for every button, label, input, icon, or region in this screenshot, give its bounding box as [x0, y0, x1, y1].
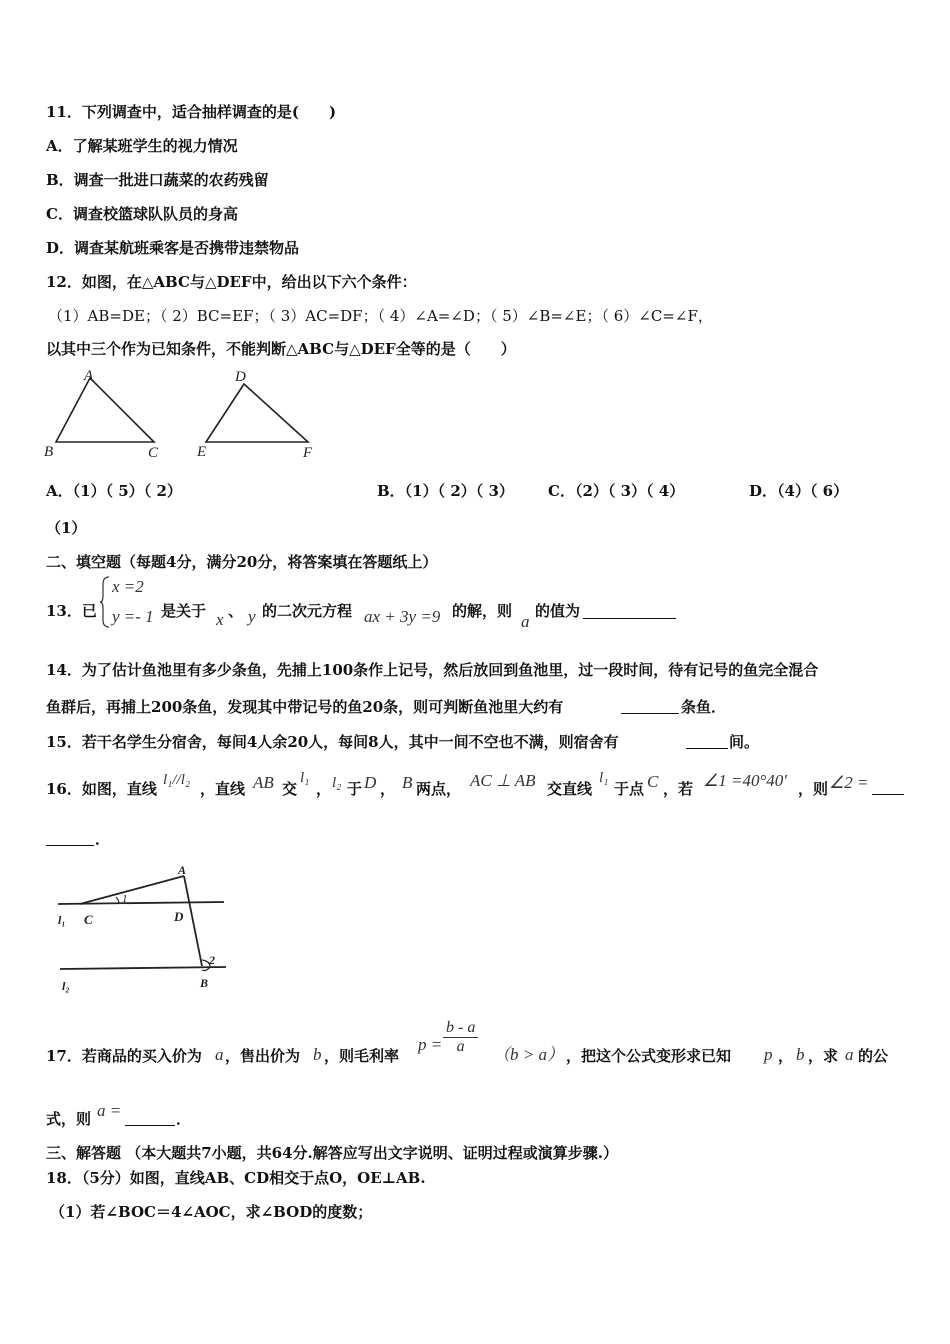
q12-ask: 以其中三个作为已知条件，不能判断△ABC与△DEF全等的是（ ）	[46, 340, 516, 358]
fig16-label-d: D	[174, 909, 184, 924]
label-f: F	[303, 445, 313, 461]
q14-answer-blank[interactable]	[621, 698, 679, 714]
q11-option-b: B．调查一批进口蔬菜的农药残留	[46, 171, 269, 189]
q12-option-a: A．（1）（ 5）（ 2）	[46, 482, 182, 500]
q14-line2a: 鱼群后，再捕上200条鱼，发现其中带记号的鱼20条，则可判断鱼池里大约有	[46, 698, 564, 716]
q13-eq2: y =- 1	[112, 607, 154, 626]
fig16-label-l1: l₁	[58, 913, 66, 927]
q16-t7: 两点，	[416, 780, 462, 798]
fig16-label-1: 1	[122, 893, 128, 905]
section-3-heading: 三、解答题 （本大题共7小题，共64分.解答应写出文字说明、证明过程或演算步骤.）	[46, 1144, 618, 1162]
q12-option-d-cont: （1）	[46, 519, 87, 537]
q17-t2: ，售出价为	[225, 1047, 301, 1065]
section-2-heading: 二、填空题（每题4分，满分20分，将答案填在答题纸上）	[46, 553, 438, 571]
q11-option-d: D．调查某航班乘客是否携带违禁物品	[46, 239, 300, 257]
q17-t5: ，	[778, 1047, 794, 1065]
q14-line1: 14．为了估计鱼池里有多少条鱼，先捕上100条作上记号，然后放回到鱼池里，过一段时间，待有记号的鱼完全混合	[46, 661, 819, 679]
q16-m11: ∠2 =	[829, 773, 869, 792]
q16-m5: D	[364, 773, 377, 792]
q15-text: 15．若干名学生分宿舍，每间4人余20人，每间8人，其中一间不空也不满，则宿舍有	[46, 733, 619, 751]
q13-sep: 、	[228, 602, 244, 620]
label-c: C	[148, 445, 159, 461]
q17-fraction-denominator: a	[456, 1038, 465, 1055]
q15-answer-blank[interactable]	[686, 733, 728, 749]
q17-var-b2: b	[796, 1045, 805, 1064]
label-a: A	[84, 368, 94, 384]
fig16-label-b: B	[200, 976, 209, 990]
q11-stem: 11．下列调查中，适合抽样调查的是( )	[46, 103, 337, 121]
q17-t6: ，求	[808, 1047, 839, 1065]
q16-m3: l₁	[300, 770, 310, 786]
q17-var-a2: a	[845, 1045, 854, 1064]
q13-eq1: x =2	[112, 577, 144, 596]
q12-option-b: B．（1）（ 2）（ 3）	[377, 482, 514, 500]
q17-t3: ，则毛利率	[324, 1047, 400, 1065]
q16-t9: 于点	[614, 780, 645, 798]
fig16-label-c: C	[84, 912, 93, 927]
q17-condition: （b > a）	[493, 1045, 564, 1064]
q13-mid1: 是关于	[161, 602, 207, 620]
q15-end: 间。	[729, 733, 760, 751]
q13-var-a: a	[521, 612, 530, 631]
q16-t4: ，	[316, 780, 332, 798]
q12-option-c: C．（2）（ 3）（ 4）	[548, 482, 685, 500]
q16-lines-figure	[46, 860, 246, 1000]
q18-part1: （1）若∠BOC＝4∠AOC，求∠BOD的度数；	[50, 1203, 373, 1221]
q16-t11: ，则	[798, 780, 829, 798]
q16-m1: l₁//l₂	[163, 772, 191, 788]
fig16-label-2: 2	[209, 953, 215, 967]
q17-var-p: p	[764, 1045, 773, 1064]
q13-equation: ax + 3y =9	[364, 607, 441, 626]
q13-mid4: 的值为	[535, 602, 581, 620]
q16-t3: 交	[282, 780, 298, 798]
q16-end: ．	[95, 830, 111, 848]
q16-answer-blank-line1[interactable]	[872, 779, 904, 795]
q16-t10: ，若	[663, 780, 694, 798]
fig16-label-l2: l₂	[62, 979, 70, 993]
q13-answer-blank[interactable]	[583, 603, 676, 619]
q17-t4: ，把这个公式变形求已知	[566, 1047, 732, 1065]
q12-triangles-figure	[40, 364, 330, 462]
q13-var-y: y	[248, 607, 256, 626]
q16-m2: AB	[253, 773, 274, 792]
q12-conditions: （1）AB=DE；（ 2）BC=EF；（ 3）AC=DF；（ 4）∠A=∠D；（ 5）∠B=∠E；（ 6）∠C=∠F，	[48, 307, 713, 325]
q17-t7: 的公	[858, 1047, 889, 1065]
q17-answer-blank[interactable]	[125, 1110, 175, 1126]
q13-prefix: 13．已	[46, 602, 97, 620]
q16-m10: ∠1 =40°40′	[703, 771, 787, 790]
q16-m8: l₁	[599, 770, 609, 786]
label-d: D	[235, 369, 246, 385]
q16-t6: ，	[380, 780, 396, 798]
fig16-label-a: A	[178, 863, 187, 877]
q12-option-d: D．（4）（ 6）	[749, 482, 849, 500]
q16-m4: l₂	[332, 775, 342, 791]
q13-mid3: 的解，则	[452, 602, 513, 620]
q17-var-b: b	[313, 1045, 322, 1064]
q12-stem: 12．如图，在△ABC与△DEF中，给出以下六个条件：	[46, 273, 417, 291]
q17-line2-math: a =	[97, 1101, 122, 1120]
label-e: E	[197, 444, 207, 460]
q16-t1: 16．如图，直线	[46, 780, 157, 798]
q17-var-a: a	[215, 1045, 224, 1064]
q17-line2b: ．	[176, 1110, 192, 1128]
q13-var-x: x	[216, 610, 224, 629]
q17-fraction-numerator: b - a	[443, 1019, 478, 1038]
q13-mid2: 的二次元方程	[262, 602, 353, 620]
q17-line2a: 式，则	[46, 1110, 92, 1128]
q11-option-a: A．了解某班学生的视力情况	[46, 137, 238, 155]
label-b: B	[44, 444, 54, 460]
q11-option-c: C．调查校篮球队队员的身高	[46, 205, 238, 223]
q18-stem: 18．（5分）如图，直线AB、CD相交于点O，OE⊥AB.	[46, 1169, 426, 1187]
q14-line2b: 条鱼．	[681, 698, 727, 716]
q16-t2: ，直线	[200, 780, 246, 798]
q16-t5: 于	[347, 780, 363, 798]
q17-fraction	[443, 1019, 478, 1056]
q16-t8: 交直线	[547, 780, 593, 798]
q17-t1: 17．若商品的买入价为	[46, 1047, 202, 1065]
q16-m7: AC ⊥ AB	[470, 771, 536, 790]
q16-m9: C	[647, 772, 659, 791]
q16-answer-blank-line2[interactable]	[46, 830, 94, 846]
q16-m6: B	[402, 773, 413, 792]
q13-brace	[100, 576, 110, 628]
q17-formula-lhs: p =	[418, 1035, 443, 1054]
